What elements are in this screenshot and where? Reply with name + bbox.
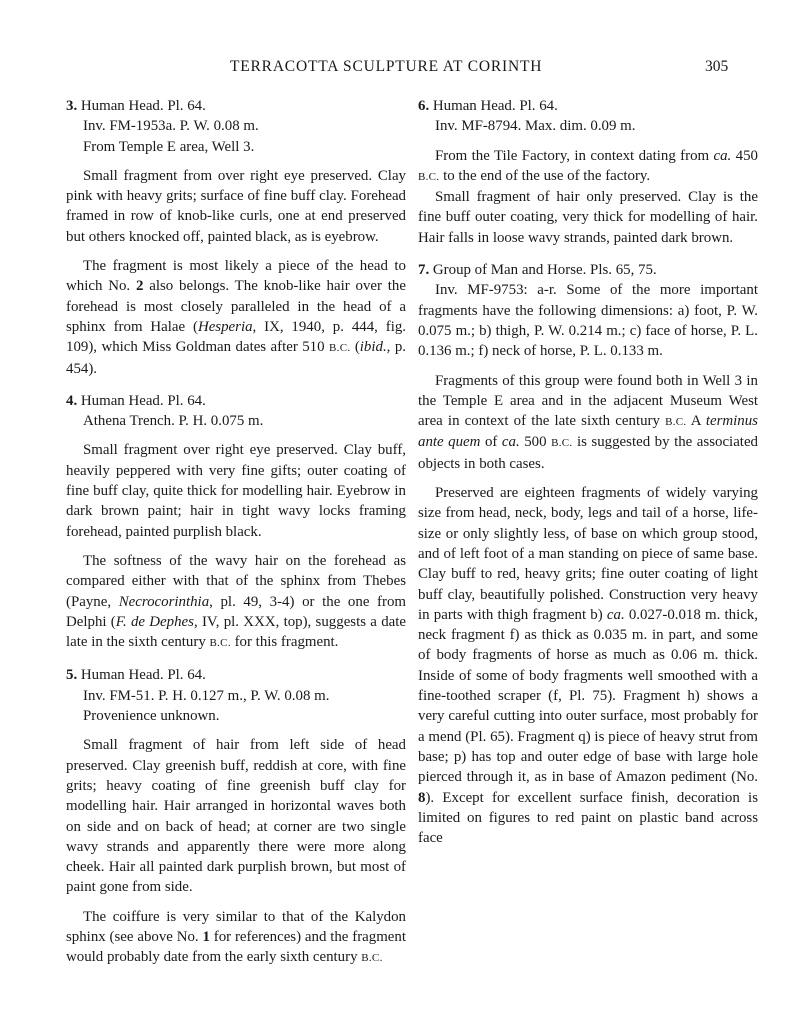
left-column [66,96,406,969]
entry-4-heading: 4. Human Head. Pl. 64. [66,392,206,409]
entry-3-discussion: The fragment is most likely a piece of the head to which No. 2 also belongs. The knob-like hair over the forehead is most closely paralleled in the head of a sphinx from Halae (Hesperia, IX, 1940, p. 444, fig. 109), which Miss Goldman dates after 510 B.C. (ibid., p. 454). [66,258,406,377]
entry-3-inventory: Inv. FM-1953a. P. W. 0.08 m. [83,118,259,135]
entry-6-heading: 6. Human Head. Pl. 64. [418,98,558,114]
entry-6-description: Small fragment of hair only preserved. Clay is the fine buff outer coating, very thick for modelling of hair. Hair falls in loose wavy strands, painted dark brown. [418,189,758,246]
entry-5-discussion: The coiffure is very similar to that of the Kalydon sphinx (see above No. 1 for references) and the fragment would probably date from the early sixth century B.C. [66,908,406,966]
entry-4-description: Small fragment over right eye preserved. Clay buff, heavily peppered with very fine gifts; outer coating of fine buff clay, quite thick for modelling hair. Eyebrow in dark brown paint; hair in tight wavy locks framing forehead, painted purplish black. [66,442,406,540]
right-column [418,96,758,848]
entry-7-heading: 7. Group of Man and Horse. Pls. 65, 75. [418,262,657,279]
entry-7-context: Fragments of this group were found both in Well 3 in the Temple E area and in the adjacent Museum West area in context of the late sixth century B.C. A terminus ante quem of ca. 500 B.C. is suggested by the associated objects in both cases. [418,372,758,472]
entry-4-findspot: Athena Trench. P. H. 0.075 m. [83,413,264,430]
running-title: TERRACOTTA SCULPTURE AT CORINTH [230,58,543,75]
entry-7-description: Preserved are eighteen fragments of widely varying size from head, neck, body, legs and tail of a horse, life-size or only slightly less, of base on which group stood, and of left foot of a man standing on piece of same base. Clay buff to red, heavy grits; fine outer coating of light buff clay, beautifully polished. Construction very heavy in parts with thigh fragment b) ca. 0.027-0.018 m. thick, neck fragment f) as thick as 0.035 m. in part, and some of body fragments of horse as much as 0.06 m. thick. Inside of some of body fragments well smoothed with a fine-toothed scraper (f, Pl. 75). Fragment h) shows a very careful cutting into outer surface, most probably for a mend (Pl. 65). Fragment q) is piece of heavy strut from base; p) has top and outer edge of base with large hole pierced through it, as in base of Amazon pediment (No. 8). Except for excellent surface finish, decoration is limited on figures to red paint on plastic band across face [418,485,758,847]
entry-5-provenience: Provenience unknown. [83,708,220,725]
page-number: 305 [705,58,729,75]
entry-5-inventory: Inv. FM-51. P. H. 0.127 m., P. W. 0.08 m. [83,687,330,704]
entry-3-findspot: From Temple E area, Well 3. [83,138,255,155]
entry-5-description: Small fragment of hair from left side of head preserved. Clay greenish buff, reddish at core, with fine grits; heavy coating of fine greenish buff clay for modelling hair. Hair arranged in horizontal waves both on side and on back of head; at corner are two single wavy strands and apparently there were more along cheek. Hair all painted dark purplish brown, but most of paint gone from side. [66,737,406,896]
entry-5-heading: 5. Human Head. Pl. 64. [66,667,206,684]
entry-6-context: From the Tile Factory, in context dating from ca. 450 B.C. to the end of the use of the factory. [418,147,758,184]
entry-3-description: Small fragment from over right eye preserved. Clay pink with heavy grits; surface of fine buff clay. Forehead framed in row of knob-like curls, one at end preserved but others knocked off, painted black, as is eyebrow. [66,167,406,245]
running-header [0,58,794,82]
entry-7-inventory: Inv. MF-9753: a-r. Some of the more important fragments have the following dimensions: a) foot, P. W. 0.075 m.; b) thigh, P. W. 0.214 m.; c) face of horse, P. L. 0.136 m.; f) neck of horse, P. L. 0.133 m. [418,282,758,360]
entry-6-inventory: Inv. MF-8794. Max. dim. 0.09 m. [435,118,636,135]
entry-3-heading: 3. Human Head. Pl. 64. [66,98,206,114]
entry-4-discussion: The softness of the wavy hair on the forehead as compared either with that of the sphinx from Thebes (Payne, Necrocorinthia, pl. 49, 3-4) or the one from Delphi (F. de Dephes, IV, pl. XXX, top), suggests a date late in the sixth century B.C. for this fragment. [66,552,406,651]
